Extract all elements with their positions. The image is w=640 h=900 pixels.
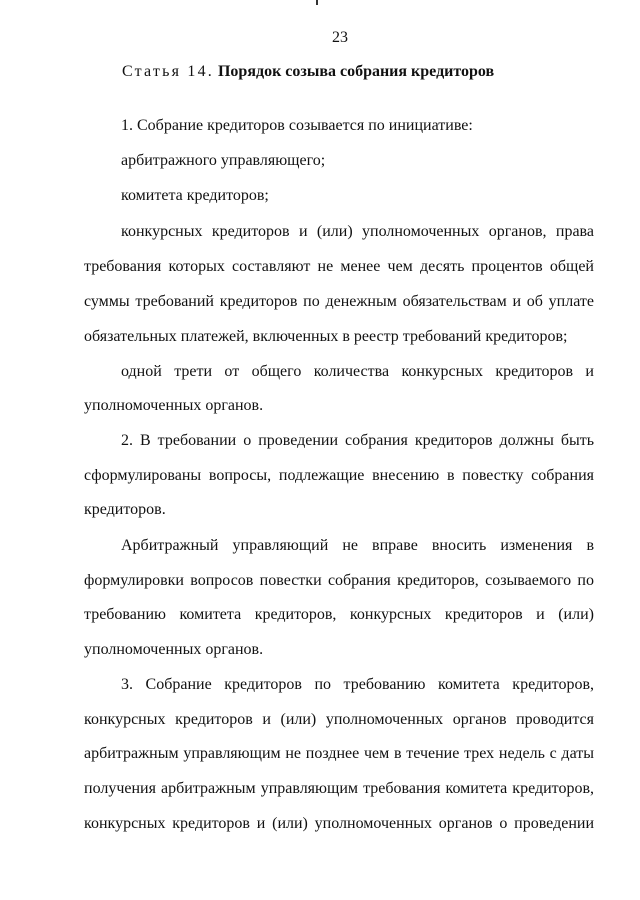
- paragraph-line: комитета кредиторов;: [121, 187, 269, 204]
- paragraph-line: одной трети от общего количества конкурсных кредиторов и: [121, 363, 594, 380]
- paragraph-line: обязательных платежей, включенных в реестр требований кредиторов;: [84, 328, 568, 345]
- paragraph-line: конкурсных кредиторов и (или) уполномоченных органов о проведении: [84, 815, 594, 832]
- page-number: 23: [332, 29, 348, 46]
- article-prefix: Статья 14.: [122, 63, 214, 80]
- paragraph-line: конкурсных кредиторов и (или) уполномоченных органов, права: [121, 223, 594, 240]
- paragraph-line: кредиторов.: [84, 501, 166, 518]
- paragraph-line: 1. Собрание кредиторов созывается по инициативе:: [121, 117, 473, 134]
- paragraph-line: Арбитражный управляющий не вправе вносить изменения в: [121, 537, 594, 554]
- paragraph-line: сформулированы вопросы, подлежащие внесению в повестку собрания: [84, 467, 594, 484]
- paragraph-line: уполномоченных органов.: [84, 397, 264, 414]
- scan-mark: [316, 0, 318, 5]
- paragraph-line: 2. В требовании о проведении собрания кредиторов должны быть: [121, 432, 594, 449]
- paragraph-line: получения арбитражным управляющим требования комитета кредиторов,: [84, 780, 594, 797]
- paragraph-line: 3. Собрание кредиторов по требованию комитета кредиторов,: [121, 676, 594, 693]
- paragraph-line: арбитражного управляющего;: [121, 152, 326, 169]
- paragraph-line: требованию комитета кредиторов, конкурсных кредиторов и (или): [84, 606, 594, 623]
- paragraph-line: суммы требований кредиторов по денежным обязательствам и об уплате: [84, 293, 594, 310]
- paragraph-line: уполномоченных органов.: [84, 641, 264, 658]
- article-heading: [122, 63, 494, 81]
- paragraph-line: конкурсных кредиторов и (или) уполномоченных органов проводится: [84, 711, 594, 728]
- article-title: Порядок созыва собрания кредиторов: [217, 63, 495, 80]
- paragraph-line: арбитражным управляющим не позднее чем в течение трех недель с даты: [84, 745, 594, 762]
- paragraph-line: формулировки вопросов повестки собрания кредиторов, созываемого по: [84, 572, 594, 589]
- paragraph-line: требования которых составляют не менее чем десять процентов общей: [84, 258, 594, 275]
